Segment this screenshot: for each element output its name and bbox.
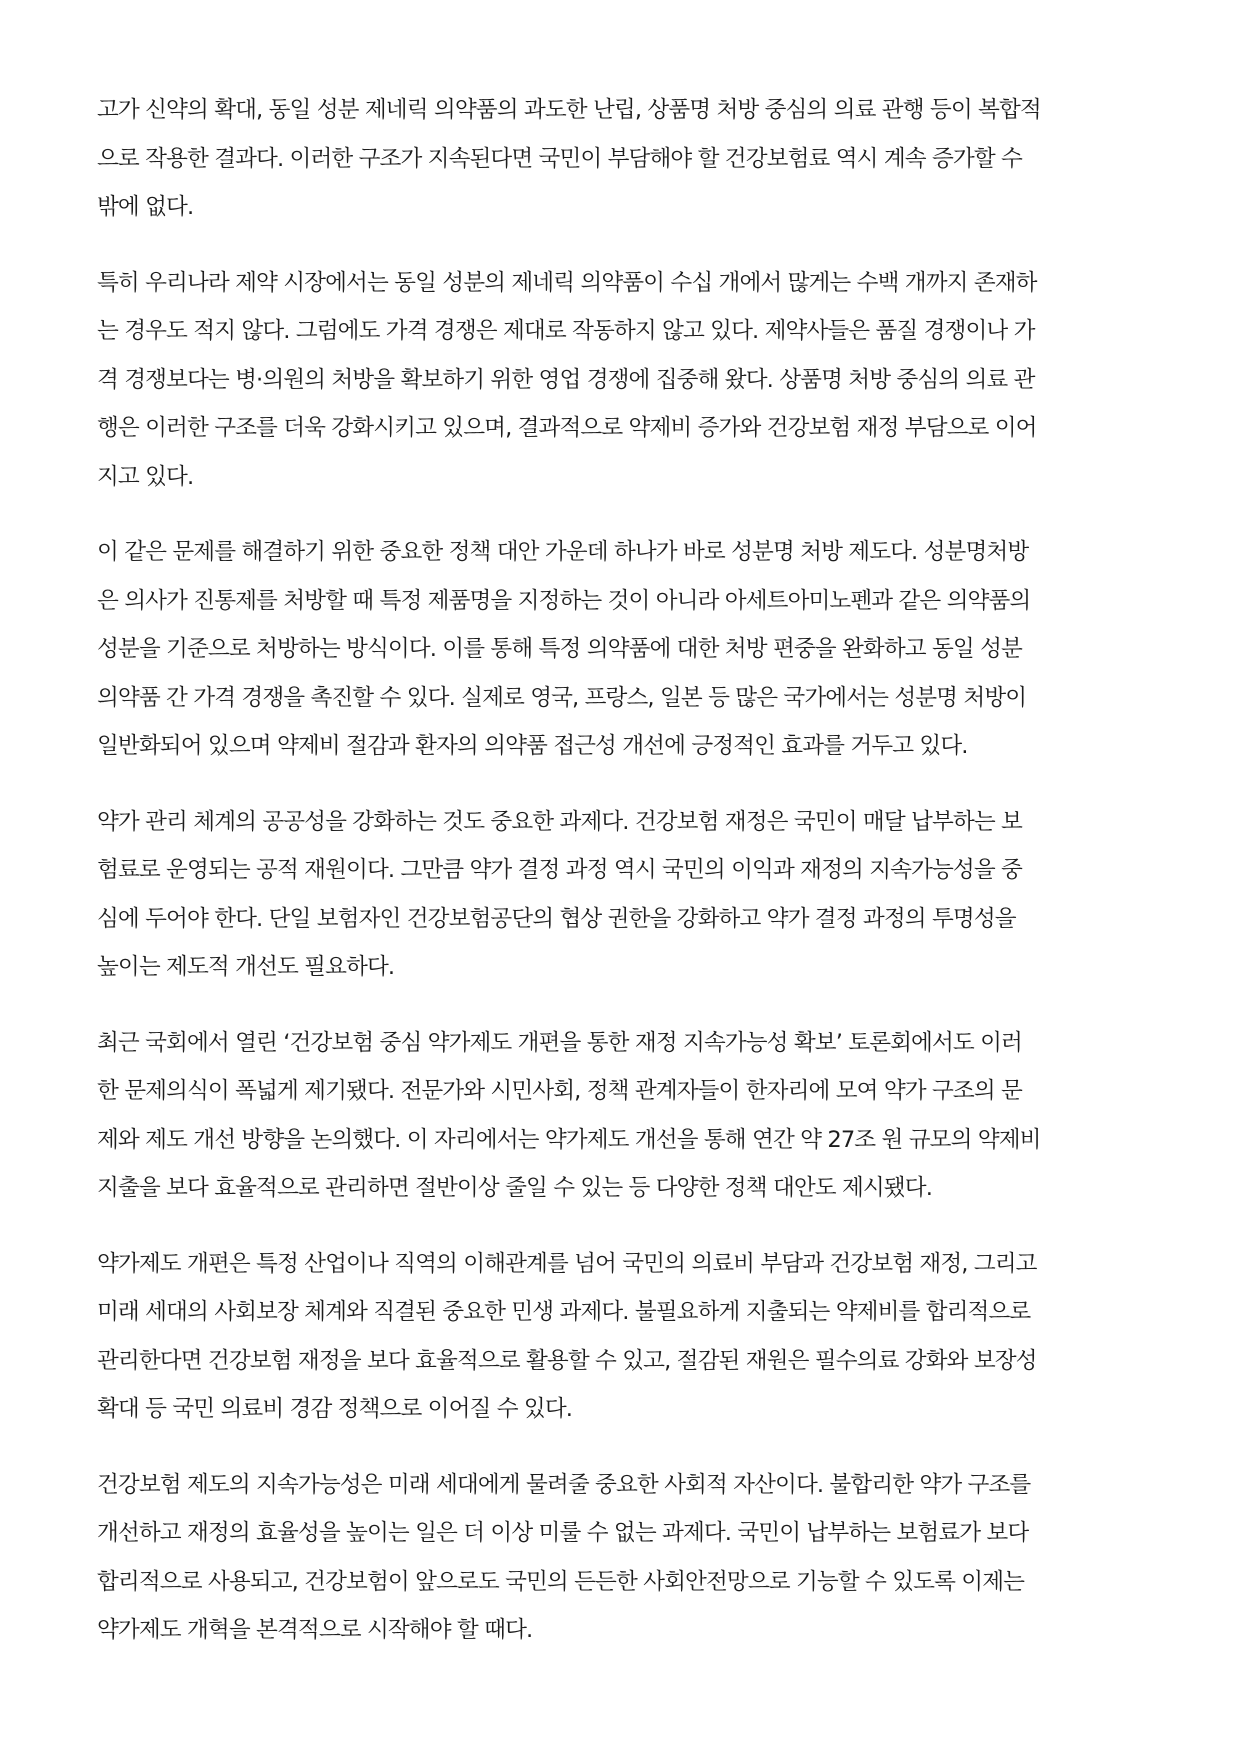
text-line: 밖에 없다.: [97, 194, 194, 220]
text-line: 약가제도 개편은 특정 산업이나 직역의 이해관계를 넘어 국민의 의료비 부담과 건강보험 재정, 그리고: [97, 1250, 1037, 1277]
text-line: 건강보험 제도의 지속가능성은 미래 세대에게 물려줄 중요한 사회적 자산이다. 불합리한 약가 구조를: [97, 1471, 1031, 1498]
paragraph-3: [97, 528, 1152, 771]
text-line: 심에 두어야 한다. 단일 보험자인 건강보험공단의 협상 권한을 강화하고 약가 결정 과정의 투명성을: [97, 905, 1016, 932]
text-line: 이 같은 문제를 해결하기 위한 중요한 정책 대안 가운데 하나가 바로 성분명 처방 제도다. 성분명처방: [97, 539, 1029, 565]
paragraph-5: [97, 1019, 1152, 1213]
text-line: 의약품 간 가격 경쟁을 촉진할 수 있다. 실제로 영국, 프랑스, 일본 등 많은 국가에서는 성분명 처방이: [97, 684, 1027, 711]
text-line: 제와 제도 개선 방향을 논의했다. 이 자리에서는 약가제도 개선을 통해 연간 약 27조 원 규모의 약제비: [97, 1126, 1041, 1153]
text-line: 확대 등 국민 의료비 경감 정책으로 이어질 수 있다.: [97, 1396, 573, 1422]
text-line: 지출을 보다 효율적으로 관리하면 절반이상 줄일 수 있는 등 다양한 정책 대안도 제시됐다.: [97, 1175, 932, 1201]
paragraph-4: [97, 798, 1152, 992]
paragraph-7: [97, 1461, 1152, 1655]
text-line: 으로 작용한 결과다. 이러한 구조가 지속된다면 국민이 부담해야 할 건강보험료 역시 계속 증가할 수: [97, 145, 1022, 172]
paragraph-2: [97, 259, 1152, 502]
text-line: 는 경우도 적지 않다. 그럼에도 가격 경쟁은 제대로 작동하지 않고 있다. 제약사들은 품질 경쟁이나 가: [97, 318, 1035, 344]
text-line: 고가 신약의 확대, 동일 성분 제네릭 의약품의 과도한 난립, 상품명 처방 중심의 의료 관행 등이 복합적: [97, 97, 1041, 123]
text-line: 관리한다면 건강보험 재정을 보다 효율적으로 활용할 수 있고, 절감된 재원은 필수의료 강화와 보장성: [97, 1347, 1037, 1374]
text-line: 성분을 기준으로 처방하는 방식이다. 이를 통해 특정 의약품에 대한 처방 편중을 완화하고 동일 성분: [97, 636, 1022, 662]
paragraph-1: [97, 86, 1152, 232]
text-line: 약가 관리 체계의 공공성을 강화하는 것도 중요한 과제다. 건강보험 재정은 국민이 매달 납부하는 보: [97, 808, 1022, 835]
text-line: 약가제도 개혁을 본격적으로 시작해야 할 때다.: [97, 1617, 533, 1643]
text-line: 일반화되어 있으며 약제비 절감과 환자의 의약품 접근성 개선에 긍정적인 효과를 거두고 있다.: [97, 733, 968, 759]
text-line: 높이는 제도적 개선도 필요하다.: [97, 954, 395, 980]
text-line: 합리적으로 사용되고, 건강보험이 앞으로도 국민의 든든한 사회안전망으로 기능할 수 있도록 이제는: [97, 1568, 1025, 1595]
text-line: 은 의사가 진통제를 처방할 때 특정 제품명을 지정하는 것이 아니라 아세트아미노펜과 같은 의약품의: [97, 587, 1031, 614]
text-line: 특히 우리나라 제약 시장에서는 동일 성분의 제네릭 의약품이 수십 개에서 많게는 수백 개까지 존재하: [97, 269, 1037, 296]
text-line: 개선하고 재정의 효율성을 높이는 일은 더 이상 미룰 수 없는 과제다. 국민이 납부하는 보험료가 보다: [97, 1520, 1029, 1546]
paragraph-6: [97, 1240, 1152, 1434]
text-line: 행은 이러한 구조를 더욱 강화시키고 있으며, 결과적으로 약제비 증가와 건강보험 재정 부담으로 이어: [97, 415, 1037, 441]
text-line: 한 문제의식이 폭넓게 제기됐다. 전문가와 시민사회, 정책 관계자들이 한자리에 모여 약가 구조의 문: [97, 1078, 1022, 1104]
text-line: 지고 있다.: [97, 463, 194, 490]
text-line: 험료로 운영되는 공적 재원이다. 그만큼 약가 결정 과정 역시 국민의 이익과 재정의 지속가능성을 중: [97, 857, 1022, 883]
text-line: 미래 세대의 사회보장 체계와 직결된 중요한 민생 과제다. 불필요하게 지출되는 약제비를 합리적으로: [97, 1299, 1031, 1325]
text-line: 최근 국회에서 열린 ‘건강보험 중심 약가제도 개편을 통한 재정 지속가능성 확보’ 토론회에서도 이러: [97, 1029, 1022, 1056]
text-line: 격 경쟁보다는 병·의원의 처방을 확보하기 위한 영업 경쟁에 집중해 왔다. 상품명 처방 중심의 의료 관: [97, 366, 1035, 393]
